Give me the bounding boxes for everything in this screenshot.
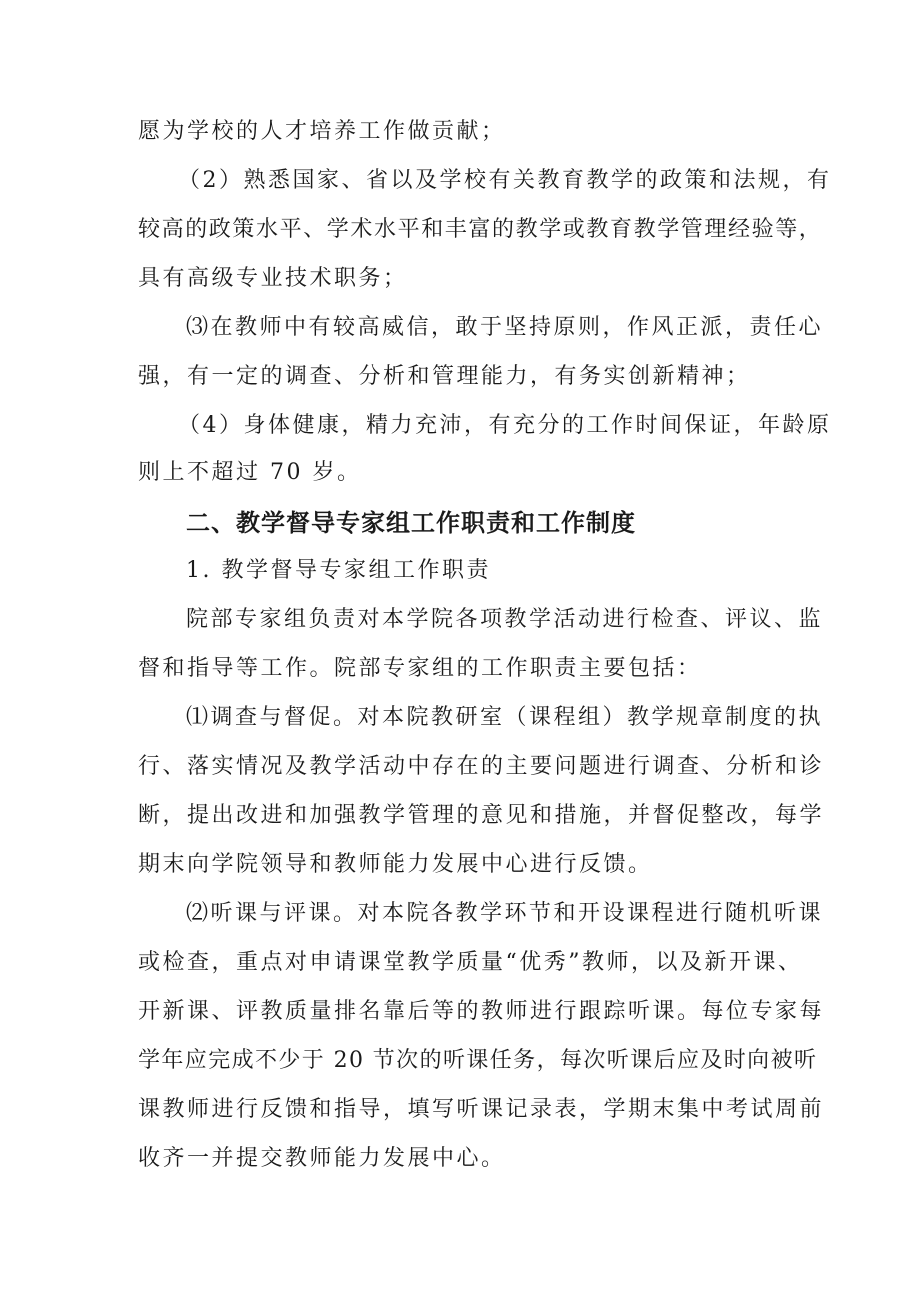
subsection-heading: 1. 教学督导专家组工作职责 <box>186 558 491 583</box>
text-line: 期末向学院领导和教师能力发展中心进行反馈。 <box>138 852 653 877</box>
text-line: （2）熟悉国家、省以及学校有关教育教学的政策和法规，有 <box>178 168 832 193</box>
text-line: 督和指导等工作。院部专家组的工作职责主要包括： <box>138 656 702 681</box>
text-line: （4）身体健康，精力充沛，有充分的工作时间保证，年龄原 <box>178 413 832 438</box>
text-line: 强，有一定的调查、分析和管理能力，有务实创新精神； <box>138 364 751 389</box>
text-line: 愿为学校的人才培养工作做贡献； <box>138 119 506 144</box>
text-line: 学年应完成不少于 20 节次的听课任务，每次听课后应及时向被听 <box>138 1048 818 1073</box>
text-line: 断，提出改进和加强教学管理的意见和措施，并督促整改，每学 <box>138 803 825 828</box>
text-line: 较高的政策水平、学术水平和丰富的教学或教育教学管理经验等， <box>138 217 823 242</box>
text-line: 院部专家组负责对本学院各项教学活动进行检查、评议、监 <box>186 607 824 632</box>
text-line: 则上不超过 70 岁。 <box>138 460 362 485</box>
text-line: ⑶在教师中有较高威信，敢于坚持原则，作风正派，责任心 <box>186 315 824 340</box>
text-line: 行、落实情况及教学活动中存在的主要问题进行调查、分析和诊 <box>138 754 825 779</box>
section-heading: 二、教学督导专家组工作职责和工作制度 <box>186 509 636 537</box>
text-line: ⑴调查与督促。对本院教研室（课程组）教学规章制度的执 <box>186 705 824 730</box>
text-line: ⑵听课与评课。对本院各教学环节和开设课程进行随机听课 <box>186 901 824 926</box>
text-line: 开新课、评教质量排名靠后等的教师进行跟踪听课。每位专家每 <box>138 999 825 1024</box>
text-line: 具有高级专业技术职务； <box>138 266 408 291</box>
text-line: 课教师进行反馈和指导，填写听课记录表，学期末集中考试周前 <box>138 1097 825 1122</box>
text-line: 收齐一并提交教师能力发展中心。 <box>138 1146 506 1171</box>
text-line: 或检查，重点对申请课堂教学质量“优秀”教师，以及新开课、 <box>138 950 803 975</box>
